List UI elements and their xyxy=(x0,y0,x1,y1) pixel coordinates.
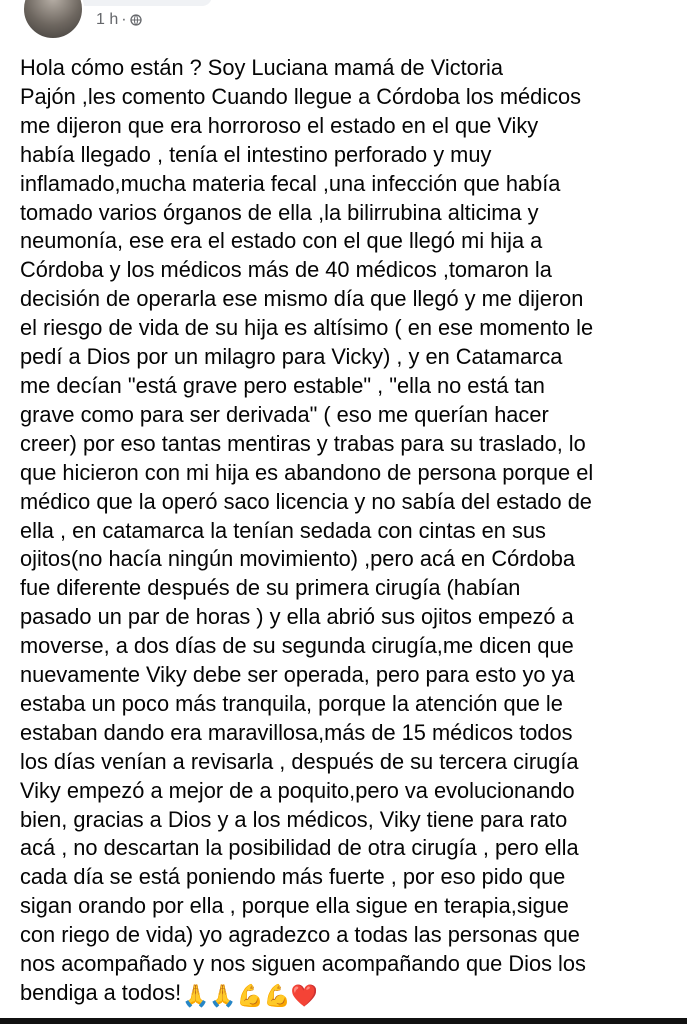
post-header xyxy=(0,0,687,40)
post-emojis: 🙏🙏💪💪❤️ xyxy=(182,983,318,1008)
avatar[interactable] xyxy=(22,0,84,40)
post-timestamp[interactable]: 1 h xyxy=(96,11,119,28)
globe-icon xyxy=(130,12,142,24)
post-meta xyxy=(96,10,142,30)
post-text: Hola cómo están ? Soy Luciana mamá de Victoria Pajón ,les comento Cuando llegue a Córdoba los médicos me dijeron que era horroroso el estado en el que Viky había llegado , tenía el intestino perforado y muy inflamado,mucha materia fecal ,una infección que había tomado varios órganos de ella ,la bilirrubina alticima y neumonía, ese era el estado con el que llegó mi hija a Córdoba y los médicos más de 40 médicos ,tomaron la decisión de operarla ese mismo día que llegó y me dijeron el riesgo de vida de su hija es altísimo ( en ese momento le pedí a Dios por un milagro para Vicky) , y en Catamarca me decían "está grave pero estable" , "ella no está tan grave como para ser derivada" ( eso me querían hacer creer) por eso tantas mentiras y trabas para su traslado, lo que hicieron con mi hija es abandono de persona porque el médico que la operó saco licencia y no sabía del estado de ella , en catamarca la tenían sedada con cintas en sus ojitos(no hacía ningún movimiento) ,pero acá en Córdoba fue diferente después de su primera cirugía (habían pasado un par de horas ) y ella abrió sus ojitos empezó a moverse, a dos días de su segunda cirugía,me dicen que nuevamente Viky debe ser operada, pero para esto yo ya estaba un poco más tranquila, porque la atención que le estaban dando era maravillosa,más de 15 médicos todos los días venían a revisarla , después de su tercera cirugía Viky empezó a mejor de a poquito,pero va evolucionando bien, gracias a Dios y a los médicos, Viky tiene para rato acá , no descartan la posibilidad de otra cirugía , pero ella cada día se está poniendo más fuerte , por eso pido que sigan orando por ella , porque ella sigue en terapia,sigue con riego de vida) yo agradezco a todas las personas que nos acompañado y nos siguen acompañando que Dios los bendiga a todos! xyxy=(20,55,594,1005)
post-body xyxy=(20,54,676,1011)
bottom-divider xyxy=(0,1018,687,1024)
meta-separator: · xyxy=(121,11,127,28)
